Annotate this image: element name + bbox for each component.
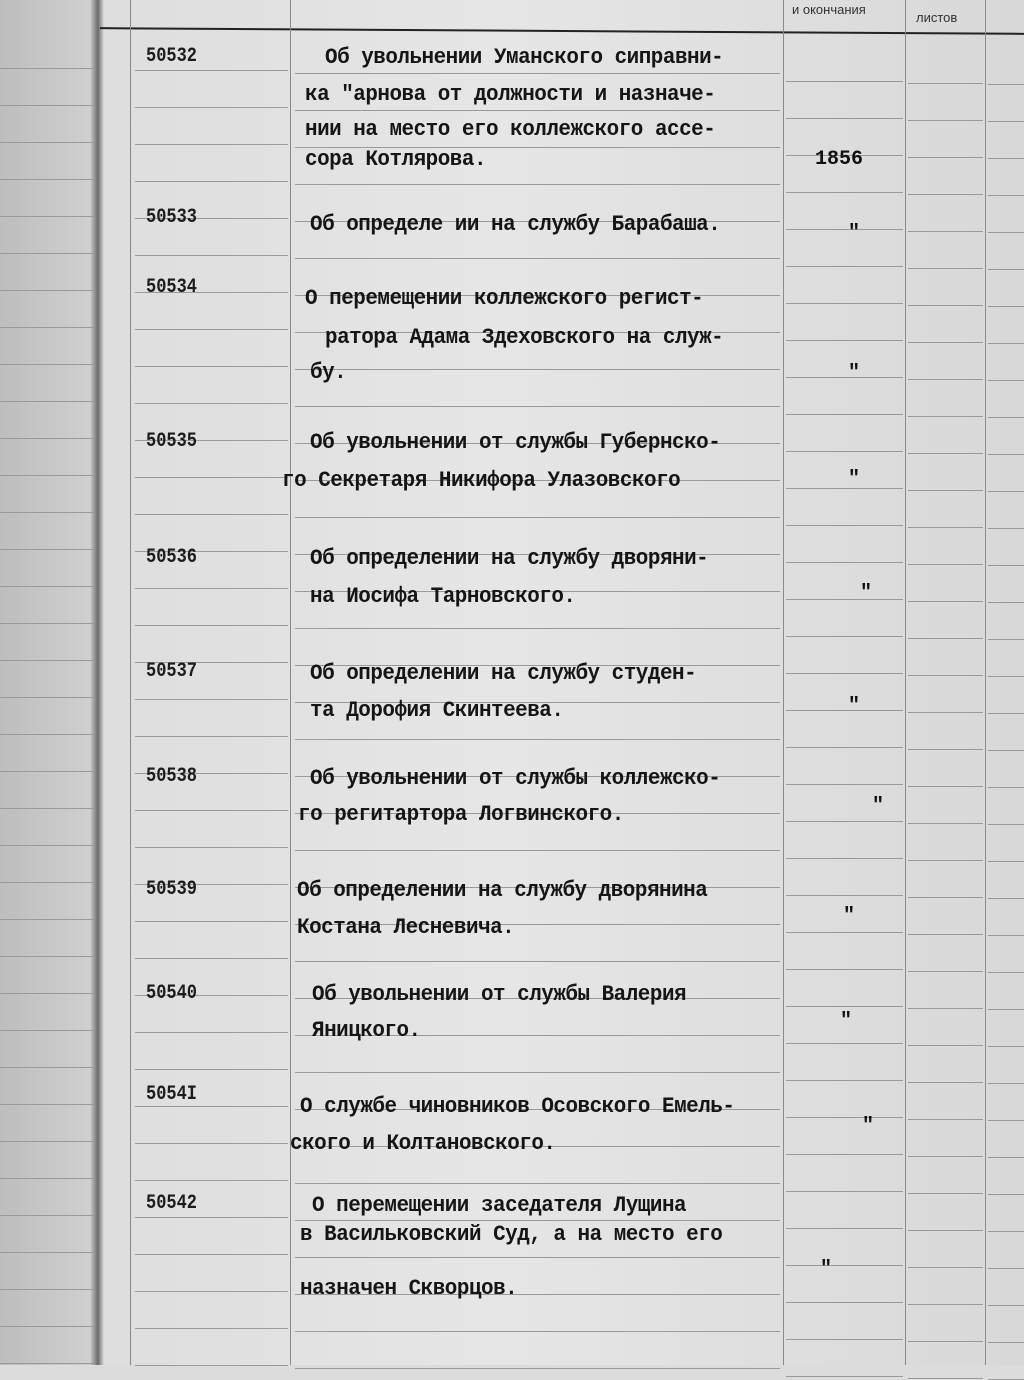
ruled-line (135, 1106, 288, 1107)
ruled-line (988, 1120, 1024, 1121)
ruled-line (295, 961, 780, 962)
ruled-line (988, 232, 1024, 233)
ruled-line (295, 258, 780, 259)
ruled-line (295, 1257, 780, 1258)
ruled-line (0, 771, 95, 772)
ruled-line (135, 514, 288, 515)
ruled-line (786, 1154, 903, 1155)
ruled-line (786, 1376, 903, 1377)
ruled-line (295, 73, 780, 74)
ruled-line (135, 921, 288, 922)
record-number: 5054I (146, 1083, 198, 1106)
ruled-line (135, 736, 288, 737)
ruled-line (786, 340, 903, 341)
ruled-line (988, 195, 1024, 196)
ruled-line (908, 1230, 983, 1231)
record-number: 50535 (146, 430, 198, 453)
record-number: 50534 (146, 276, 198, 299)
ruled-line (0, 586, 95, 587)
ruled-line (135, 1254, 288, 1255)
ruled-line (295, 1368, 780, 1369)
ruled-line (988, 343, 1024, 344)
record-year: 1856 (815, 148, 864, 171)
ruled-line (908, 1119, 983, 1120)
ruled-line (988, 1083, 1024, 1084)
ruled-line (786, 81, 903, 82)
ruled-line (135, 329, 288, 330)
ruled-line (786, 1006, 903, 1007)
ruled-line (908, 120, 983, 121)
ruled-line (135, 1143, 288, 1144)
ruled-line (295, 1072, 780, 1073)
ruled-line (135, 1032, 288, 1033)
ruled-line (295, 110, 780, 111)
ruled-line (988, 306, 1024, 307)
record-title-line: О перемещении заседателя Лущина (312, 1193, 687, 1218)
ruled-line (908, 786, 983, 787)
record-title-line: Об определении на службу дворянина (297, 878, 708, 903)
ditto-mark: " (848, 362, 861, 385)
ruled-line (908, 1156, 983, 1157)
ruled-line (988, 158, 1024, 159)
ruled-line (786, 969, 903, 970)
ditto-mark: " (848, 468, 861, 491)
column-divider (783, 0, 784, 1365)
ruled-line (135, 1180, 288, 1181)
ruled-line (786, 1228, 903, 1229)
ruled-line (786, 562, 903, 563)
ruled-line (988, 454, 1024, 455)
ruled-line (908, 971, 983, 972)
ditto-mark: " (843, 905, 856, 928)
ruled-line (786, 858, 903, 859)
record-title-line: бу. (310, 360, 347, 385)
record-title-line: го регитартора Логвинского. (298, 802, 624, 827)
ruled-line (988, 565, 1024, 566)
record-title-line: Об увольнении Уманского сиправни- (325, 45, 724, 70)
record-title-line: назначен Скворцов. (300, 1276, 518, 1301)
ditto-mark: " (848, 222, 861, 245)
ruled-line (908, 860, 983, 861)
ruled-line (786, 1191, 903, 1192)
ruled-line (0, 68, 95, 69)
ruled-line (988, 972, 1024, 973)
ruled-line (908, 749, 983, 750)
ruled-line (295, 1331, 780, 1332)
ditto-mark: " (820, 1258, 833, 1281)
ruled-line (0, 475, 95, 476)
ruled-line (135, 1069, 288, 1070)
column-divider (130, 0, 131, 1365)
ruled-line (786, 229, 903, 230)
ruled-line (786, 1117, 903, 1118)
ruled-line (988, 602, 1024, 603)
ruled-line (908, 934, 983, 935)
ruled-line (908, 1193, 983, 1194)
sheets-column-header: листов (916, 10, 958, 25)
ruled-line (908, 1082, 983, 1083)
ruled-line (786, 673, 903, 674)
ruled-line (786, 118, 903, 119)
table-header-rule (100, 27, 1024, 35)
ruled-line (135, 255, 288, 256)
ruled-line (988, 713, 1024, 714)
ruled-line (295, 184, 780, 185)
ruled-line (908, 342, 983, 343)
ruled-line (786, 1265, 903, 1266)
ruled-line (0, 179, 95, 180)
ruled-line (908, 823, 983, 824)
ruled-line (0, 993, 95, 994)
ruled-line (988, 824, 1024, 825)
ruled-line (908, 416, 983, 417)
ruled-line (0, 660, 95, 661)
ruled-line (988, 1342, 1024, 1343)
record-number: 50537 (146, 660, 198, 683)
ruled-line (908, 527, 983, 528)
ruled-line (0, 1104, 95, 1105)
record-title-line: ского и Колтановского. (290, 1131, 556, 1156)
ruled-line (786, 266, 903, 267)
ditto-mark: " (872, 795, 885, 818)
ruled-line (295, 369, 780, 370)
ruled-line (786, 784, 903, 785)
record-number: 50539 (146, 878, 198, 901)
ruled-line (786, 1339, 903, 1340)
ruled-line (0, 808, 95, 809)
ruled-line (0, 364, 95, 365)
ruled-line (988, 1009, 1024, 1010)
ruled-line (786, 1043, 903, 1044)
record-title-line: О службе чиновников Осовского Емель- (300, 1094, 735, 1119)
ruled-line (908, 453, 983, 454)
ruled-line (135, 847, 288, 848)
ruled-line (786, 377, 903, 378)
ruled-line (988, 935, 1024, 936)
ruled-line (0, 734, 95, 735)
ruled-line (0, 1363, 95, 1364)
ruled-line (0, 327, 95, 328)
ruled-line (295, 1183, 780, 1184)
ruled-line (988, 121, 1024, 122)
ruled-line (786, 414, 903, 415)
ruled-line (988, 750, 1024, 751)
ruled-line (786, 821, 903, 822)
ruled-line (988, 380, 1024, 381)
ruled-line (0, 1067, 95, 1068)
ruled-line (0, 919, 95, 920)
ruled-line (135, 1328, 288, 1329)
record-title-line: нии на место его коллежского ассе- (305, 117, 716, 142)
ruled-line (0, 1326, 95, 1327)
ruled-line (0, 1252, 95, 1253)
ruled-line (135, 1291, 288, 1292)
ruled-line (295, 1220, 780, 1221)
record-title-line: Об увольнении от службы Валерия (312, 982, 687, 1007)
record-title-line: Об увольнении от службы коллежско- (310, 766, 721, 791)
ruled-line (908, 1008, 983, 1009)
ruled-line (295, 850, 780, 851)
ruled-line (786, 895, 903, 896)
ruled-line (0, 882, 95, 883)
column-divider (290, 0, 291, 1365)
ruled-line (908, 1267, 983, 1268)
record-number: 50542 (146, 1192, 198, 1215)
ruled-line (135, 810, 288, 811)
ditto-mark: " (848, 695, 861, 718)
ruled-line (0, 216, 95, 217)
ruled-line (908, 1304, 983, 1305)
ruled-line (988, 1268, 1024, 1269)
record-number: 50538 (146, 765, 198, 788)
ruled-line (908, 157, 983, 158)
record-title-line: ратора Адама Здеховского на служ- (325, 325, 724, 350)
ruled-line (0, 697, 95, 698)
ditto-mark: " (860, 582, 873, 605)
ruled-line (988, 898, 1024, 899)
ruled-line (135, 699, 288, 700)
ruled-line (0, 623, 95, 624)
record-title-line: сора Котлярова. (305, 147, 487, 172)
ruled-line (908, 268, 983, 269)
ruled-line (0, 1178, 95, 1179)
ruled-line (0, 956, 95, 957)
record-title-line: ка "арнова от должности и назначе- (305, 82, 716, 107)
ruled-line (135, 625, 288, 626)
ruled-line (988, 1231, 1024, 1232)
ruled-line (0, 1289, 95, 1290)
ditto-mark: " (840, 1010, 853, 1033)
ditto-mark: " (862, 1115, 875, 1138)
ruled-line (0, 549, 95, 550)
ruled-line (0, 290, 95, 291)
ruled-line (988, 787, 1024, 788)
record-title-line: на Иосифа Тарновского. (310, 584, 576, 609)
ruled-line (135, 1217, 288, 1218)
record-title-line: Об определении на службу дворяни- (310, 546, 709, 571)
ruled-line (908, 305, 983, 306)
ruled-line (786, 192, 903, 193)
ruled-line (988, 417, 1024, 418)
ruled-line (295, 406, 780, 407)
record-title-line: в Васильковский Суд, а на место его (300, 1222, 723, 1247)
ruled-line (135, 181, 288, 182)
ruled-line (988, 1046, 1024, 1047)
ruled-line (0, 105, 95, 106)
ruled-line (135, 1365, 288, 1366)
ruled-line (135, 588, 288, 589)
ruled-line (786, 1080, 903, 1081)
ruled-line (908, 712, 983, 713)
ruled-line (988, 491, 1024, 492)
ruled-line (0, 401, 95, 402)
ruled-line (988, 639, 1024, 640)
record-title-line: та Дорофия Скинтеева. (310, 698, 564, 723)
record-title-line: Об определе ии на службу Барабаша. (310, 212, 721, 237)
ruled-line (908, 1341, 983, 1342)
ruled-line (0, 253, 95, 254)
ruled-line (786, 1302, 903, 1303)
ruled-line (786, 303, 903, 304)
ruled-line (908, 379, 983, 380)
ruled-line (135, 70, 288, 71)
ruled-line (0, 512, 95, 513)
ruled-line (908, 194, 983, 195)
record-number: 50533 (146, 206, 198, 229)
ruled-line (786, 932, 903, 933)
ruled-line (988, 1157, 1024, 1158)
ruled-line (135, 107, 288, 108)
ruled-line (135, 403, 288, 404)
ruled-line (135, 144, 288, 145)
record-title-line: Яницкого. (312, 1018, 421, 1043)
ruled-line (0, 438, 95, 439)
record-title-line: Об определении на службу студен- (310, 661, 697, 686)
ruled-line (295, 739, 780, 740)
ruled-line (908, 231, 983, 232)
dates-column-header: и окончания (792, 2, 866, 17)
ruled-line (908, 1045, 983, 1046)
ruled-line (988, 528, 1024, 529)
ruled-line (988, 1194, 1024, 1195)
ruled-line (135, 958, 288, 959)
ruled-line (988, 676, 1024, 677)
ruled-line (908, 1378, 983, 1379)
ruled-line (908, 83, 983, 84)
ruled-line (295, 628, 780, 629)
ruled-line (295, 517, 780, 518)
ruled-line (908, 675, 983, 676)
ruled-line (0, 1215, 95, 1216)
ruled-line (908, 601, 983, 602)
record-title-line: О перемещении коллежского регист- (305, 286, 704, 311)
ruled-line (908, 490, 983, 491)
ruled-line (786, 747, 903, 748)
ruled-line (988, 84, 1024, 85)
ruled-line (988, 269, 1024, 270)
ruled-line (0, 845, 95, 846)
ruled-line (908, 897, 983, 898)
record-number: 50532 (146, 45, 198, 68)
ruled-line (786, 525, 903, 526)
ruled-line (786, 488, 903, 489)
ruled-line (988, 1305, 1024, 1306)
ruled-line (0, 142, 95, 143)
record-title-line: Костана Лесневича. (297, 915, 515, 940)
ruled-line (0, 1141, 95, 1142)
column-divider (905, 0, 906, 1365)
ruled-line (988, 861, 1024, 862)
record-number: 50536 (146, 546, 198, 569)
ruled-line (908, 564, 983, 565)
ruled-line (786, 451, 903, 452)
record-number: 50540 (146, 982, 198, 1005)
ruled-line (135, 366, 288, 367)
column-divider (985, 0, 986, 1365)
ruled-line (786, 599, 903, 600)
record-title-line: го Секретаря Никифора Улазовского (282, 468, 681, 493)
ruled-line (135, 477, 288, 478)
record-title-line: Об увольнении от службы Губернско- (310, 430, 721, 455)
ruled-line (908, 638, 983, 639)
ruled-line (786, 710, 903, 711)
ruled-line (786, 636, 903, 637)
ruled-line (0, 1030, 95, 1031)
